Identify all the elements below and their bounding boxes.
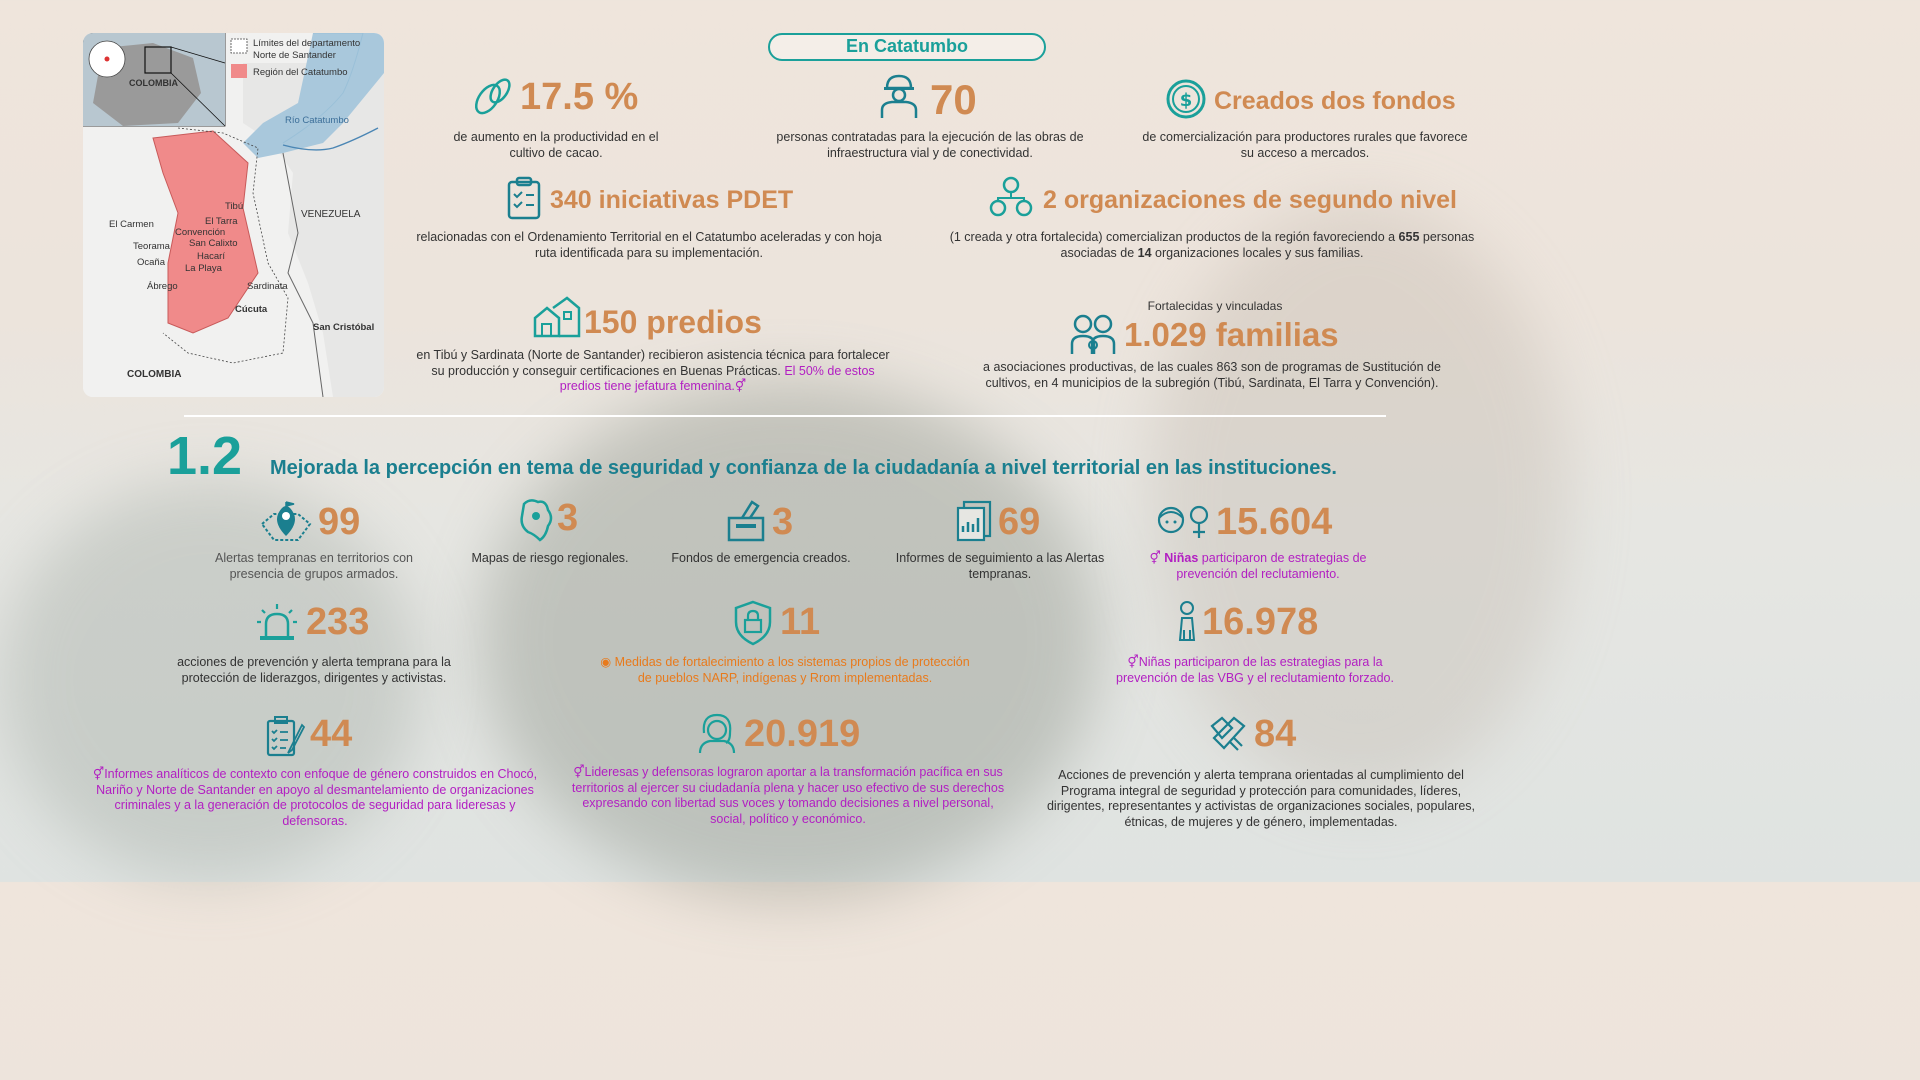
- stat-value: 150 predios: [584, 304, 762, 340]
- map-town: Ocaña: [137, 257, 165, 268]
- stat-value: 15.604: [1216, 501, 1333, 543]
- stat-value: 16.978: [1202, 601, 1319, 643]
- stat-desc: [416, 348, 890, 395]
- family-icon: [1070, 312, 1116, 356]
- stat-value: 233: [306, 601, 370, 643]
- stat-value: 3: [557, 497, 579, 539]
- stat-value: 2 organizaciones de segundo nivel: [1043, 186, 1457, 214]
- stat-desc-part: Informes analíticos de contexto con enfoque de género construidos en Chocó, Nariño y Norte de Santander en apoyo al desmantelamiento de organizaciones criminales y a la generación de protocolos de seguridad para lideresas y defensoras.: [96, 767, 538, 828]
- stat-desc: Informes de seguimiento a las Alertas tempranas.: [895, 551, 1105, 581]
- section-title: Mejorada la percepción en tema de seguridad y confianza de la ciudadanía a nivel territorial en las instituciones.: [270, 457, 1337, 479]
- map-town: Sardinata: [247, 281, 288, 292]
- stat-desc-bold: 14: [1137, 245, 1152, 260]
- alarm-icon: [256, 602, 298, 642]
- stat-desc: [600, 655, 970, 686]
- stat-desc: Acciones de prevención y alerta temprana orientadas al cumplimiento del Programa integral de seguridad y protección para comunidades, líderes, dirigentes, representantes y activistas de organizaciones sociales, populares, étnicas, de mujeres y de género, implementadas.: [1046, 768, 1475, 829]
- handshake-icon: [1208, 714, 1248, 754]
- map-inset-country: COLOMBIA: [129, 78, 178, 88]
- gender-icon: ⚥: [92, 767, 105, 781]
- stat-pre: Fortalecidas y vinculadas: [1147, 299, 1283, 313]
- stat-value: 69: [998, 501, 1041, 543]
- stat-desc-part: Medidas de fortalecimiento a los sistemas propios de protección de pueblos NARP, indígenas y Rrom implementadas.: [614, 655, 970, 685]
- region-pill: En Catatumbo: [768, 33, 1046, 61]
- stat-desc-bold: 655: [1398, 230, 1420, 244]
- stat-desc: [570, 765, 1006, 827]
- stat-value: 17.5 %: [520, 76, 639, 118]
- cacao-icon: [468, 73, 514, 119]
- map-town: Ábrego: [147, 281, 178, 292]
- map-town: Teorama: [133, 241, 170, 252]
- stat-desc-part: participaron de estrategias de prevención del reclutamiento.: [1176, 551, 1367, 581]
- stat-desc: [92, 767, 538, 829]
- stat-desc-gender: El 50% de estos predios tiene jefatura femenina.: [559, 363, 875, 393]
- shield-lock-icon: [732, 600, 774, 646]
- map-legend-limits: Límites del departamento: [253, 38, 361, 49]
- stat-desc: a asociaciones productivas, de las cuales 863 son de programas de Sustitución de cultivos, en 4 municipios de la subregión (Tibú, Sardinata, El Tarra y Convención).: [983, 360, 1441, 390]
- gender-icon: ⚥: [573, 765, 585, 779]
- map-town: Convención: [175, 227, 226, 238]
- woman-icon: [696, 711, 738, 755]
- map-legend-region: Región del Catatumbo: [253, 67, 348, 78]
- stat-desc-bold: Niñas: [1164, 551, 1199, 565]
- ballot-box-icon: [726, 498, 766, 542]
- checklist-pen-icon: [266, 715, 306, 757]
- stat-value: 84: [1254, 713, 1297, 755]
- report-icon: [956, 500, 992, 542]
- stat-value: 3: [772, 501, 794, 543]
- stat-desc: [1148, 551, 1368, 582]
- gender-icon: ⚥: [1149, 551, 1161, 565]
- stat-value: 20.919: [744, 713, 861, 755]
- stat-desc-part: personas asociadas de: [1060, 230, 1475, 260]
- map-town: Cúcuta: [235, 304, 268, 315]
- map-town: El Carmen: [109, 219, 154, 230]
- stat-desc-part: (1 creada y otra fortalecida) comercializan productos de la región favoreciendo a: [949, 230, 1399, 244]
- map-town: Hacarí: [197, 251, 225, 262]
- girl-female-icon: [1155, 504, 1211, 540]
- stat-desc: Alertas tempranas en territorios con presencia de grupos armados.: [214, 551, 413, 581]
- stat-desc: relacionadas con el Ordenamiento Territorial en el Catatumbo aceleradas y con hoja ruta identificada para su implementación.: [416, 230, 882, 260]
- catatumbo-map: [83, 33, 384, 397]
- map-town: Tibú: [225, 201, 244, 212]
- stat-desc: de aumento en la productividad en el cultivo de cacao.: [453, 130, 659, 160]
- stat-value: 340 iniciativas PDET: [550, 186, 794, 214]
- stat-desc: acciones de prevención y alerta temprana para la protección de liderazgos, dirigentes y activistas.: [177, 655, 451, 685]
- stat-desc-part: Niñas participaron de las estrategias para la prevención de las VBG y el reclutamiento forzado.: [1116, 655, 1394, 685]
- stat-desc: [940, 230, 1484, 261]
- gender-icon: ⚥: [734, 379, 747, 393]
- stat-desc: personas contratadas para la ejecución de las obras de infraestructura vial y de conectividad.: [776, 130, 1084, 160]
- map-river: Río Catatumbo: [285, 115, 349, 126]
- money-icon: [1165, 78, 1207, 120]
- section-divider: [184, 415, 1386, 417]
- stat-desc-part: en Tibú y Sardinata (Norte de Santander) recibieron asistencia técnica para fortalecer su producción y conseguir certificaciones en Buenas Prácticas.: [416, 348, 890, 378]
- stat-desc-part: Lideresas y defensoras lograron aportar a la transformación pacífica en sus territorios al ejercer su ciudadanía plena y hacer uso efectivo de sus derechos expresando con libertad sus voces y tomando decisiones a nivel personal, social, político y económico.: [571, 765, 1005, 826]
- ethnic-icon: ◉: [600, 655, 612, 669]
- stat-value: 44: [310, 713, 353, 755]
- stat-value: Creados dos fondos: [1214, 87, 1456, 115]
- worker-icon: [878, 72, 920, 120]
- girl-icon: [1176, 600, 1198, 642]
- map-legend-limits2: Norte de Santander: [253, 50, 336, 61]
- stat-desc-part: organizaciones locales y sus familias.: [1151, 245, 1364, 260]
- section-number: 1.2: [167, 426, 243, 486]
- map-pin-icon: [260, 500, 312, 542]
- stat-desc: de comercialización para productores rurales que favorece su acceso a mercados.: [1142, 130, 1468, 160]
- risk-map-icon: [516, 496, 556, 544]
- background-shape: [1150, 200, 1570, 800]
- stat-desc: Mapas de riesgo regionales.: [471, 551, 629, 565]
- map-town: La Playa: [185, 263, 222, 274]
- stat-desc: Fondos de emergencia creados.: [671, 551, 851, 565]
- stat-value: 1.029 familias: [1124, 316, 1339, 353]
- svg-text:$: $: [1179, 90, 1193, 111]
- map-venezuela: VENEZUELA: [301, 209, 361, 220]
- houses-icon: [533, 296, 581, 340]
- map-colombia: COLOMBIA: [127, 369, 182, 380]
- stat-value: 70: [930, 76, 977, 123]
- stat-value: 11: [780, 601, 821, 643]
- map-town: San Calixto: [189, 238, 238, 249]
- map-town: El Tarra: [205, 216, 238, 227]
- map-town: San Cristóbal: [313, 322, 375, 333]
- clipboard-icon: [506, 176, 542, 220]
- organization-icon: [988, 176, 1034, 218]
- stat-value: 99: [318, 501, 361, 543]
- gender-icon: ⚥: [1127, 655, 1139, 669]
- stat-desc: [1110, 655, 1400, 686]
